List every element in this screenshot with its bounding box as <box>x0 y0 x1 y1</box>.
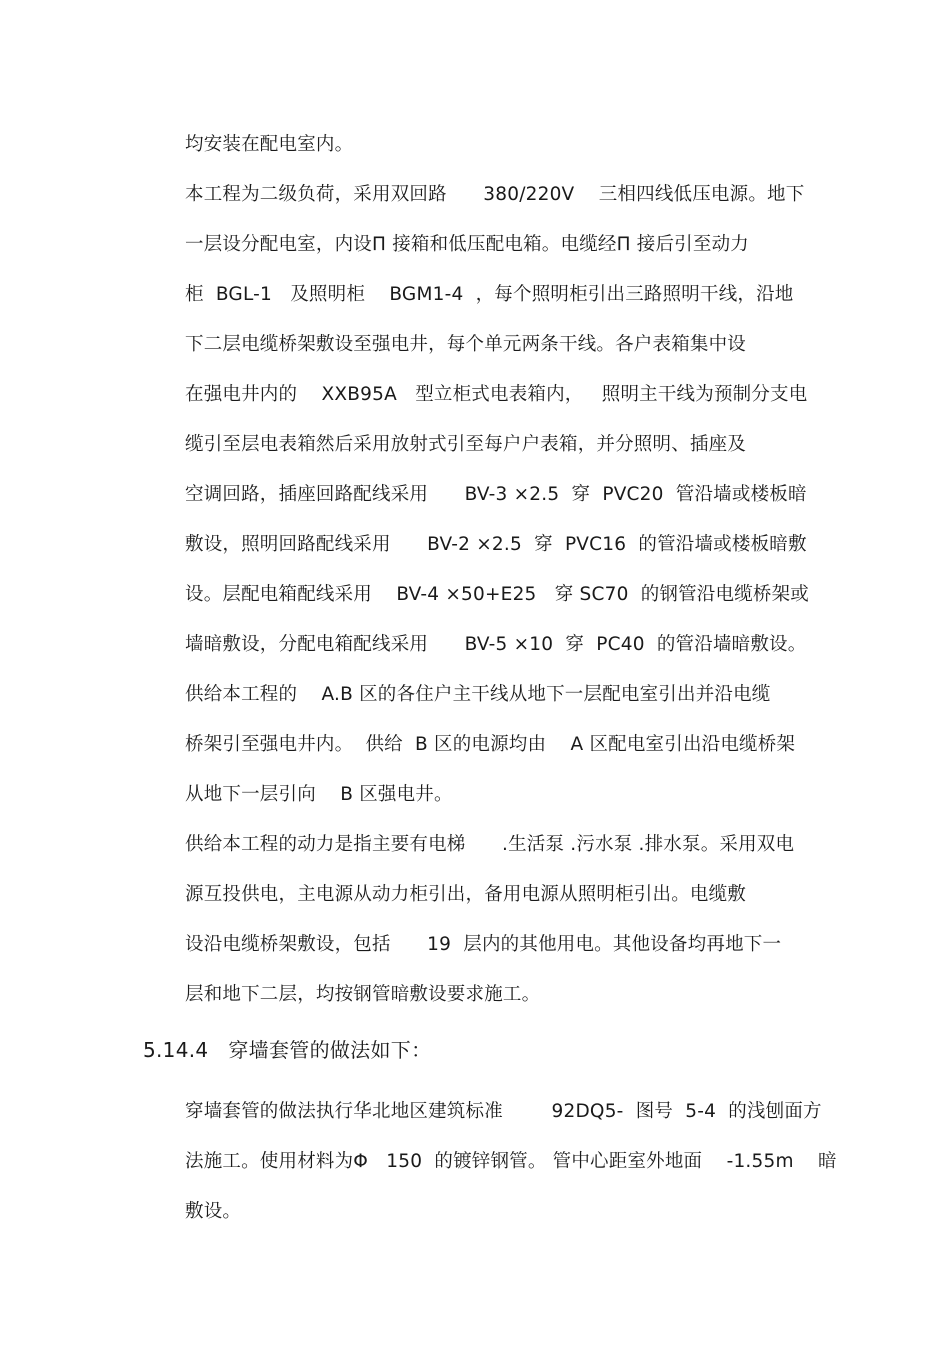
paragraph-line: 柜 BGL-1 及照明柜 BGM1-4 ，每个照明柜引出三路照明干线，沿地 <box>185 284 794 305</box>
paragraph-line: 均安装在配电室内。 <box>185 134 354 155</box>
paragraph-line: 供给本工程的动力是指主要有电梯 .生活泵 .污水泵 .排水泵。采用双电 <box>185 834 795 855</box>
paragraph-line: 一层设分配电室，内设Π 接箱和低压配电箱。电缆经Π 接后引至动力 <box>185 234 749 255</box>
paragraph-line: 在强电井内的 XXB95A 型立柜式电表箱内， 照明主干线为预制分支电 <box>185 384 808 405</box>
paragraph-line: 供给本工程的 A.B 区的各住户主干线从地下一层配电室引出并沿电缆 <box>185 684 771 705</box>
paragraph-line: 穿墙套管的做法执行华北地区建筑标准 92DQ5- 图号 5-4 的浅刨面方 <box>185 1101 822 1122</box>
paragraph-line: 源互投供电，主电源从动力柜引出，备用电源从照明柜引出。电缆敷 <box>185 884 747 905</box>
paragraph-line: 敷设。 <box>185 1201 242 1222</box>
paragraph-line: 墙暗敷设，分配电箱配线采用 BV-5 ×10 穿 PC40 的管沿墙暗敷设。 <box>185 634 807 655</box>
section-heading: 5.14.4 穿墙套管的做法如下： <box>143 1038 432 1062</box>
paragraph-line: 本工程为二级负荷，采用双回路 380/220V 三相四线低压电源。地下 <box>185 184 805 205</box>
paragraph-line: 法施工。使用材料为Φ 150 的镀锌钢管。 管中心距室外地面 -1.55m 暗 <box>185 1151 837 1172</box>
paragraph-line: 缆引至层电表箱然后采用放射式引至每户户表箱，并分照明、插座及 <box>185 434 747 455</box>
paragraph-line: 设。层配电箱配线采用 BV-4 ×50+E25 穿 SC70 的钢管沿电缆桥架或 <box>185 584 810 605</box>
paragraph-line: 空调回路，插座回路配线采用 BV-3 ×2.5 穿 PVC20 管沿墙或楼板暗 <box>185 484 807 505</box>
paragraph-line: 设沿电缆桥架敷设，包括 19 层内的其他用电。其他设备均再地下一 <box>185 934 782 955</box>
paragraph-line: 敷设，照明回路配线采用 BV-2 ×2.5 穿 PVC16 的管沿墙或楼板暗敷 <box>185 534 807 555</box>
paragraph-line: 下二层电缆桥架敷设至强电井，每个单元两条干线。各户表箱集中设 <box>185 334 747 355</box>
paragraph-line: 桥架引至强电井内。 供给 B 区的电源均由 A 区配电室引出沿电缆桥架 <box>185 734 796 755</box>
paragraph-line: 层和地下二层，均按钢管暗敷设要求施工。 <box>185 984 541 1005</box>
paragraph-line: 从地下一层引向 B 区强电井。 <box>185 784 453 805</box>
